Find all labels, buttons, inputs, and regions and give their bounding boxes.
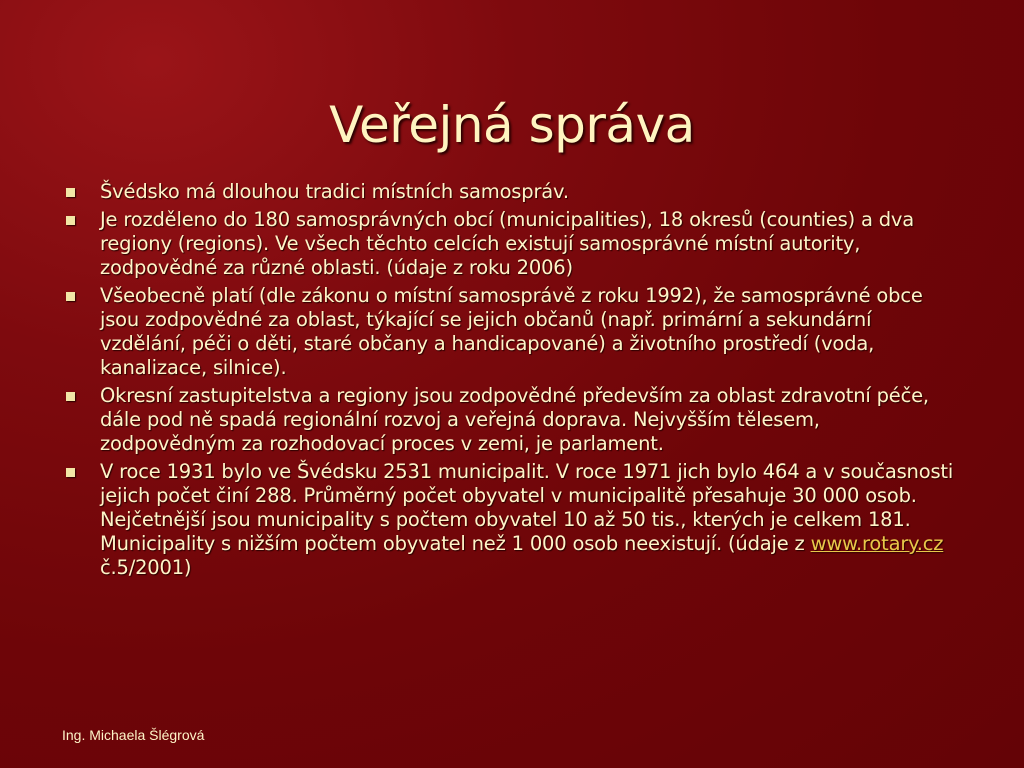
bullet-item (62, 208, 957, 280)
bullet-item (62, 284, 957, 380)
bullet-text: Švédsko má dlouhou tradici místních samospráv. (100, 180, 569, 203)
bullet-text: V roce 1931 bylo ve Švédsku 2531 municipalit. V roce 1971 jich bylo 464 a v současnosti jejich počet činí 288. Průměrný počet obyvatel v municipalitě přesahuje 30 000 osob. Nejčetnější jsou municipality s počtem obyvatel 10 až 50 tis., kterých je celkem 181. Municipality s nižším počtem obyvatel než 1 000 osob neexistují. (údaje z (100, 460, 954, 555)
bullet-text-after-link: č.5/2001) (100, 556, 192, 579)
bullet-text: Všeobecně platí (dle zákonu o místní samosprávě z roku 1992), že samosprávné obce jsou zodpovědné za oblast, týkající se jejich občanů (např. primární a sekundární vzdělání, péči o děti, staré občany a handicapované) a životního prostředí (voda, kanalizace, silnice). (100, 284, 923, 379)
square-bullet-icon (66, 468, 75, 477)
square-bullet-icon (66, 216, 75, 225)
bullet-text: Okresní zastupitelstva a regiony jsou zodpovědné především za oblast zdravotní péče, dále pod ně spadá regionální rozvoj a veřejná doprava. Nejvyšším tělesem, zodpovědným za rozhodovací proces v zemi, je parlament. (100, 384, 929, 455)
footer-author: Ing. Michaela Šlégrová (62, 727, 205, 743)
bullet-item (62, 384, 957, 456)
square-bullet-icon (66, 188, 75, 197)
bullet-text: Je rozděleno do 180 samosprávných obcí (municipalities), 18 okresů (counties) a dva regiony (regions). Ve všech těchto celcích existují samosprávné místní autority, zodpovědné za různé oblasti. (údaje z roku 2006) (100, 208, 915, 279)
square-bullet-icon (66, 392, 75, 401)
square-bullet-icon (66, 292, 75, 301)
slide-title: Veřejná správa (329, 95, 695, 154)
bullet-item (62, 180, 957, 204)
bullet-item (62, 460, 957, 580)
bullet-list (62, 180, 957, 584)
rotary-link[interactable]: www.rotary.cz (810, 532, 944, 555)
